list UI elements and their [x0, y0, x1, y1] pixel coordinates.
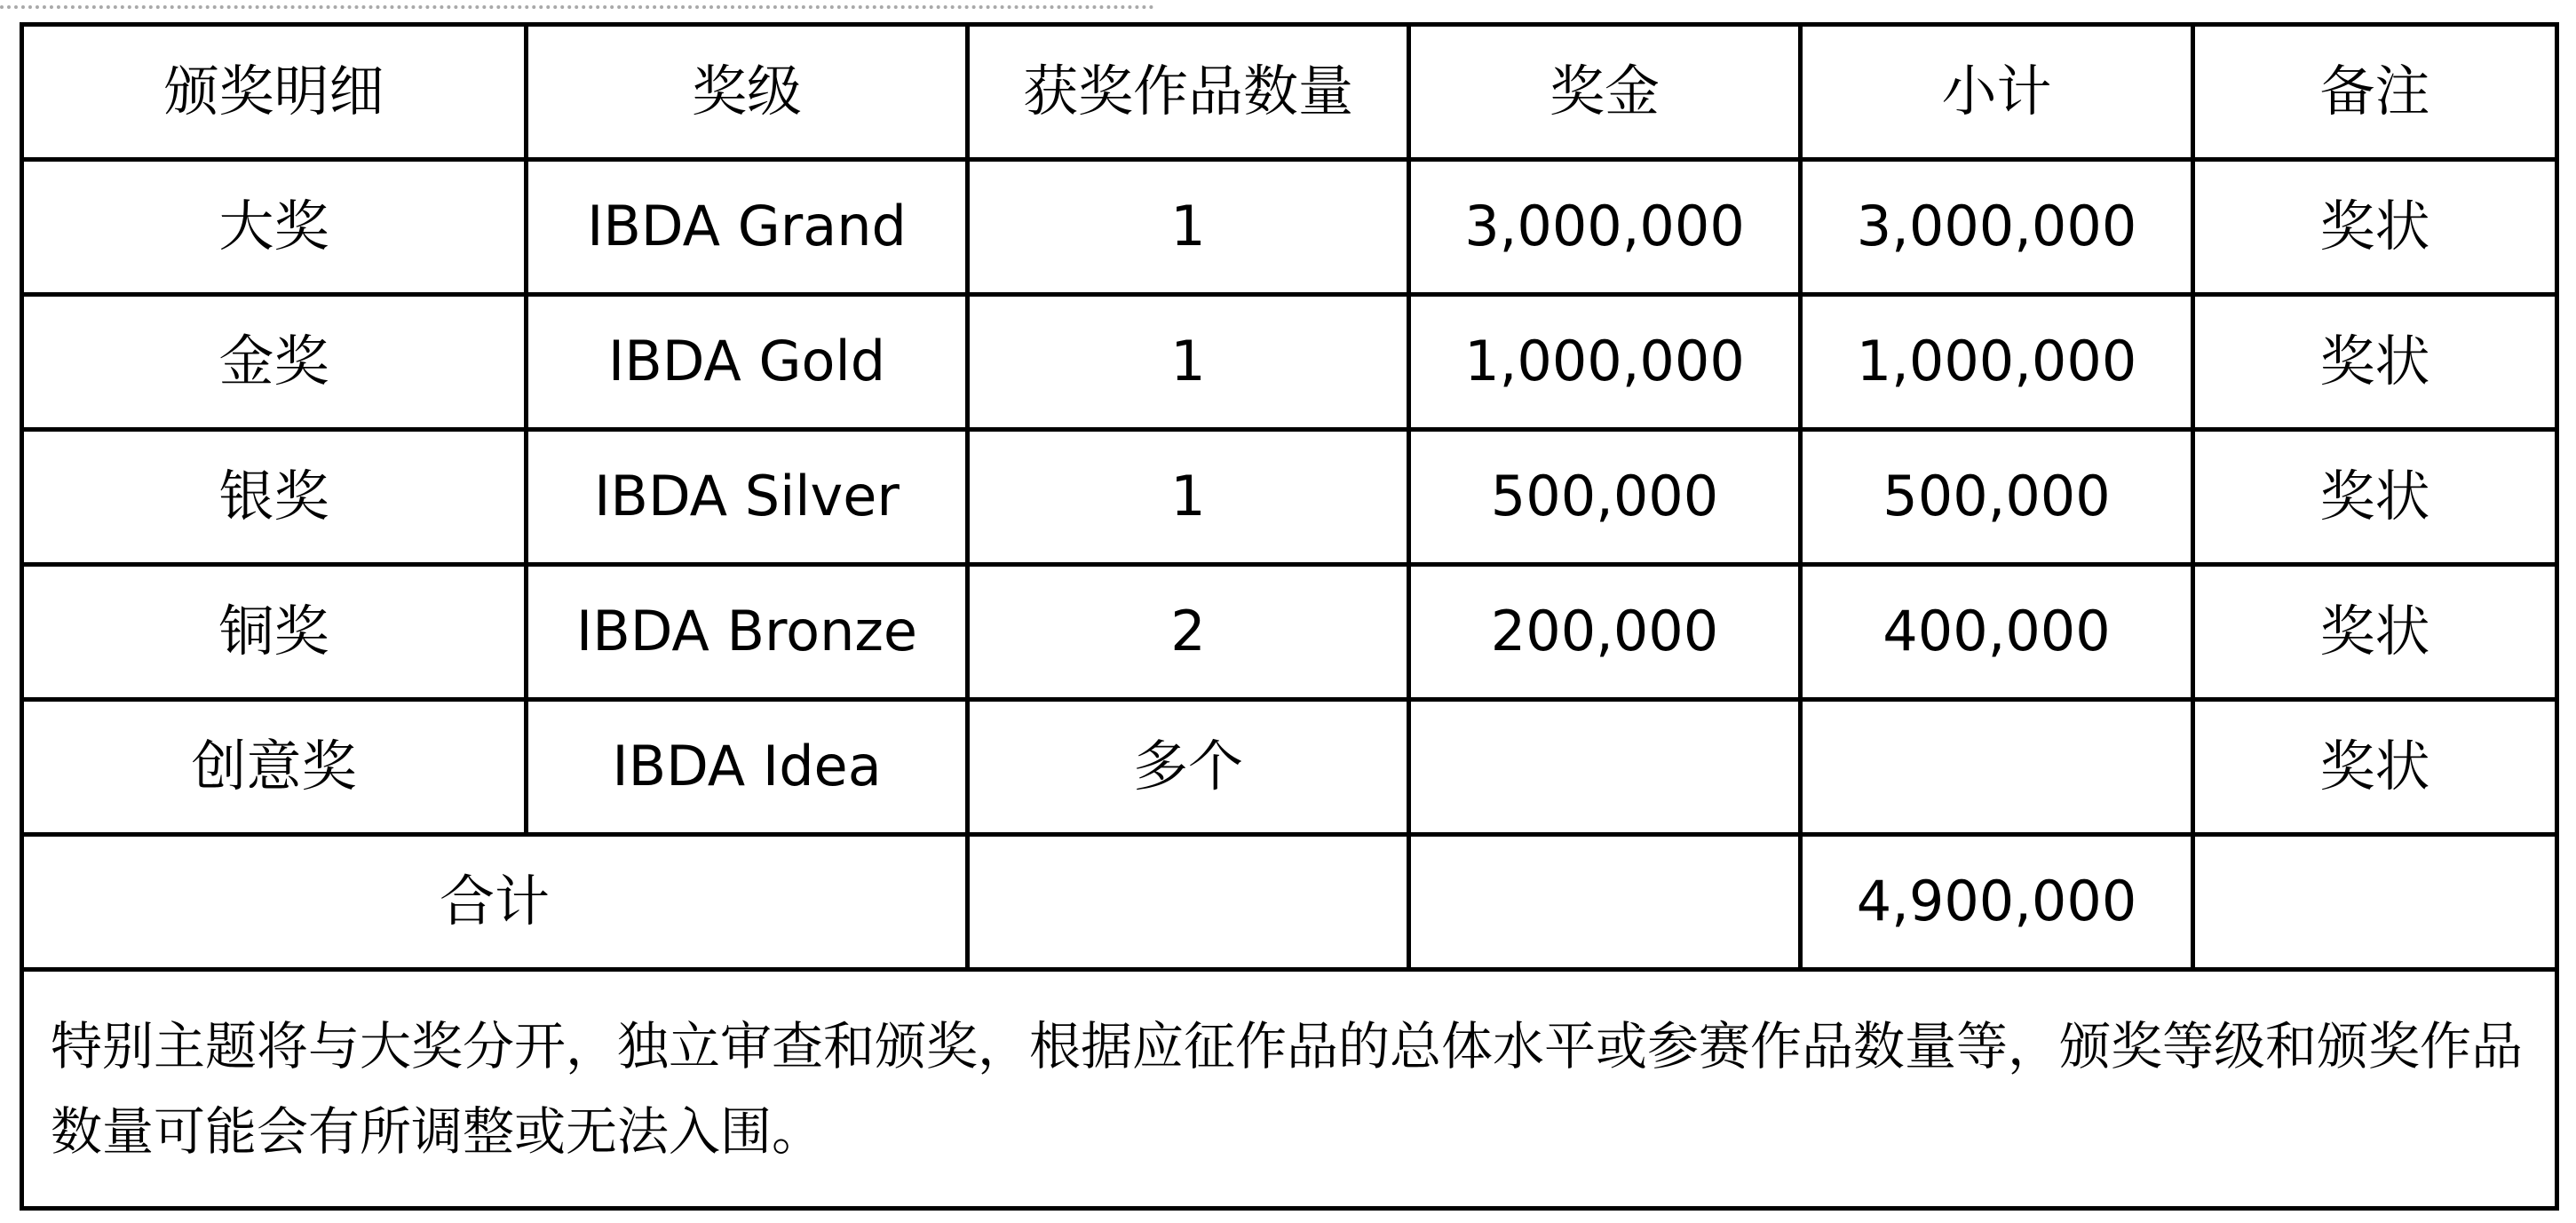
- cell-count: 1: [968, 160, 1409, 295]
- cell-level: IBDA Idea: [527, 700, 968, 835]
- cell-detail: 创意奖: [22, 700, 527, 835]
- table-header-row: [22, 25, 2557, 160]
- cell-count: 1: [968, 430, 1409, 565]
- cell-remark: 奖状: [2193, 160, 2557, 295]
- cell-prize: 500,000: [1409, 430, 1801, 565]
- cell-remark: 奖状: [2193, 430, 2557, 565]
- total-count: [968, 835, 1409, 970]
- table-row: [22, 565, 2557, 700]
- cell-subtotal: 500,000: [1801, 430, 2193, 565]
- table-row: [22, 700, 2557, 835]
- cell-remark: 奖状: [2193, 700, 2557, 835]
- total-subtotal: 4,900,000: [1801, 835, 2193, 970]
- cell-count: 多个: [968, 700, 1409, 835]
- cell-prize: 3,000,000: [1409, 160, 1801, 295]
- total-prize: [1409, 835, 1801, 970]
- cell-subtotal: [1801, 700, 2193, 835]
- table-row: [22, 160, 2557, 295]
- note-row: [22, 970, 2557, 1209]
- cell-prize: 200,000: [1409, 565, 1801, 700]
- cell-level: IBDA Grand: [527, 160, 968, 295]
- cell-count: 1: [968, 295, 1409, 430]
- cell-detail: 铜奖: [22, 565, 527, 700]
- cell-level: IBDA Bronze: [527, 565, 968, 700]
- clipped-text-fragment: [0, 0, 1154, 9]
- clipped-previous-content: [0, 0, 2576, 9]
- table-total-row: [22, 835, 2557, 970]
- cell-remark: 奖状: [2193, 565, 2557, 700]
- cell-level: IBDA Silver: [527, 430, 968, 565]
- cell-detail: 金奖: [22, 295, 527, 430]
- header-detail: 颁奖明细: [22, 25, 527, 160]
- cell-detail: 银奖: [22, 430, 527, 565]
- cell-remark: 奖状: [2193, 295, 2557, 430]
- header-remark: 备注: [2193, 25, 2557, 160]
- header-subtotal: 小计: [1801, 25, 2193, 160]
- cell-count: 2: [968, 565, 1409, 700]
- cell-subtotal: 3,000,000: [1801, 160, 2193, 295]
- cell-prize: 1,000,000: [1409, 295, 1801, 430]
- header-count: 获奖作品数量: [968, 25, 1409, 160]
- note-text: 特别主题将与大奖分开，独立审查和颁奖，根据应征作品的总体水平或参赛作品数量等，颁奖等级和颁奖作品数量可能会有所调整或无法入围。: [22, 970, 2557, 1209]
- award-table: [20, 22, 2559, 1211]
- table-row: [22, 430, 2557, 565]
- header-prize: 奖金: [1409, 25, 1801, 160]
- cell-subtotal: 400,000: [1801, 565, 2193, 700]
- table-row: [22, 295, 2557, 430]
- cell-subtotal: 1,000,000: [1801, 295, 2193, 430]
- cell-detail: 大奖: [22, 160, 527, 295]
- cell-prize: [1409, 700, 1801, 835]
- total-label: 合计: [22, 835, 968, 970]
- header-level: 奖级: [527, 25, 968, 160]
- cell-level: IBDA Gold: [527, 295, 968, 430]
- total-remark: [2193, 835, 2557, 970]
